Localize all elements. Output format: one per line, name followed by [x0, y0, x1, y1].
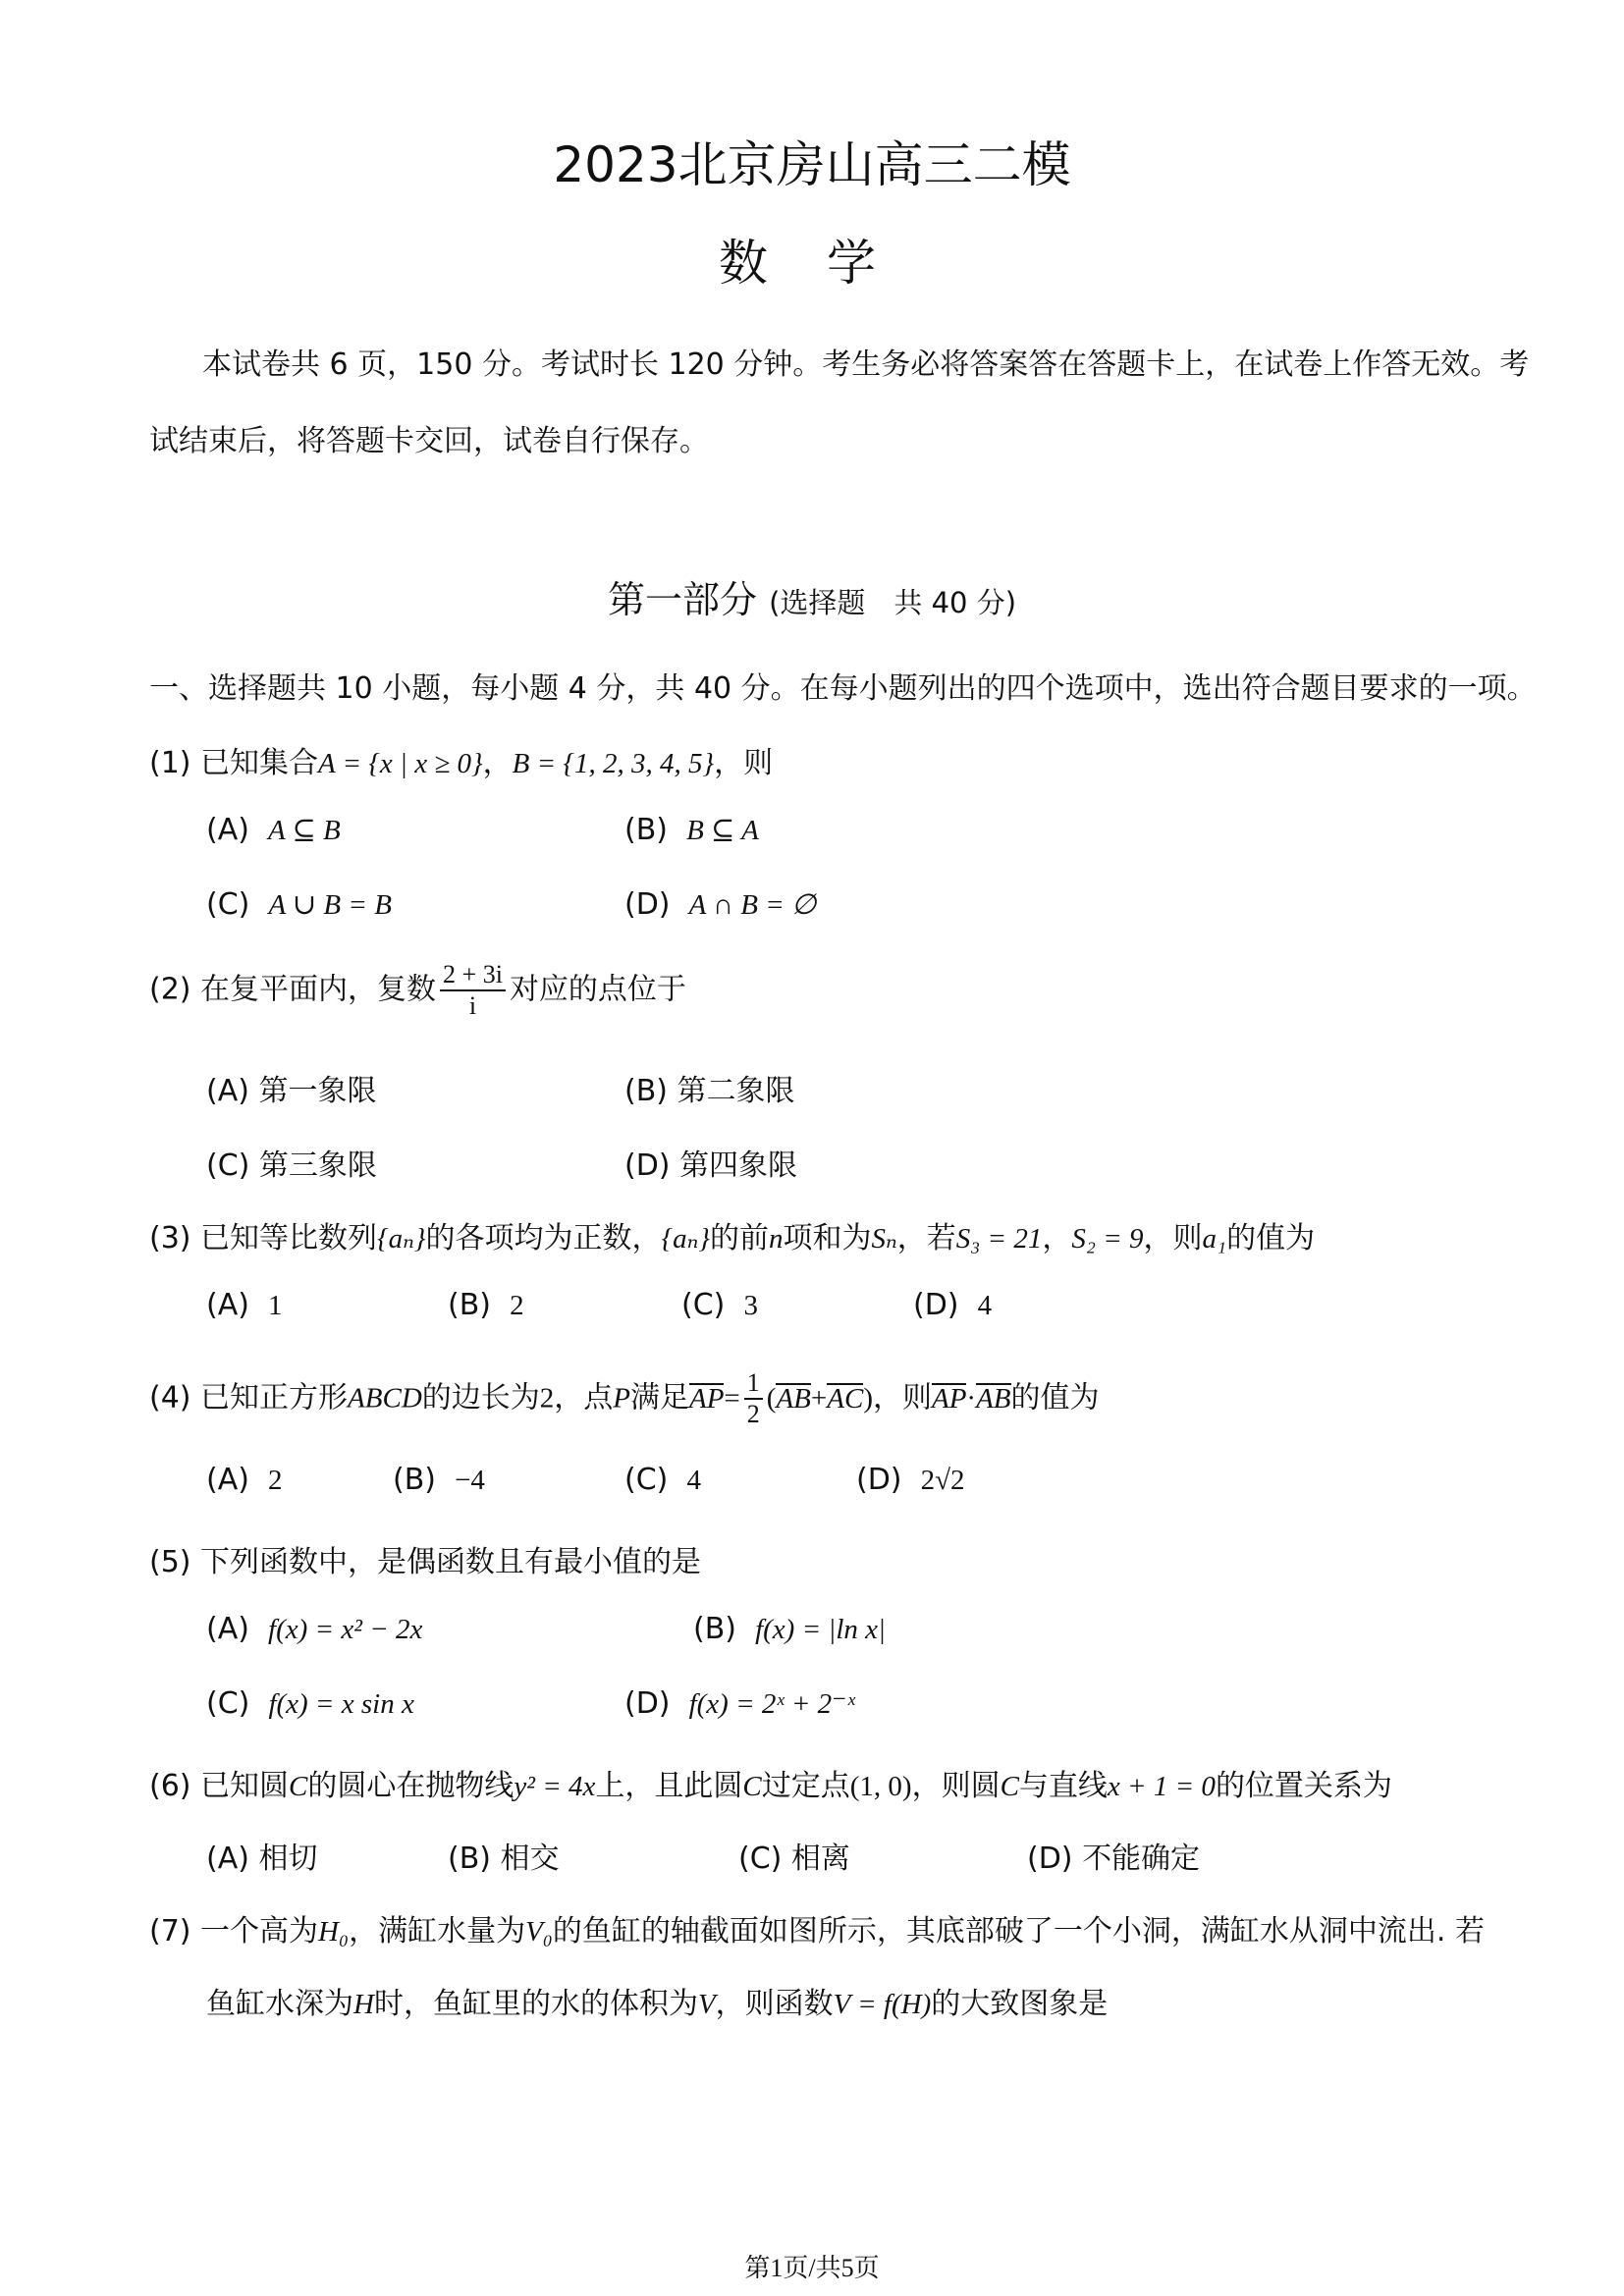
math-expression: 2	[539, 1382, 555, 1415]
question-text: ，则	[1143, 1221, 1203, 1255]
question-text: 的位置关系为	[1215, 1769, 1392, 1803]
question-text: ，满缸水量为	[349, 1914, 526, 1949]
option-6c	[738, 1834, 850, 1877]
part-title: 第一部分	[607, 578, 757, 621]
math-expression: y² = 4x	[514, 1771, 596, 1802]
option-5c	[206, 1686, 414, 1721]
option-label: (A)	[206, 1612, 249, 1646]
option-text: f(x) = x sin x	[268, 1688, 414, 1720]
option-label: (B)	[693, 1612, 736, 1646]
question-number: (3)	[149, 1221, 191, 1255]
option-3a	[206, 1288, 283, 1322]
question-text: 时，鱼缸里的水的体积为	[373, 1987, 698, 2021]
option-3b	[448, 1288, 524, 1322]
math-expression: S₂ = 9	[1071, 1223, 1144, 1255]
option-6b	[448, 1834, 560, 1877]
option-label: (D)	[624, 1686, 671, 1721]
option-text: f(x) = 2ˣ + 2⁻ˣ	[688, 1688, 855, 1720]
option-text: 相离	[790, 1842, 850, 1876]
math-expression: V	[697, 1989, 716, 2020]
math-expression: {aₙ}	[661, 1223, 710, 1255]
math-expression: x + 1 = 0	[1107, 1771, 1216, 1802]
question-text: 项和为	[783, 1221, 872, 1255]
fraction-denominator: 2	[746, 1400, 760, 1428]
question-5	[149, 1537, 701, 1580]
intro-line-1: 本试卷共 6 页，150 分。考试时长 120 分钟。考生务必将答案答在答题卡上，在试卷上作答无效。考	[202, 347, 1530, 382]
vector-ab: AB	[976, 1382, 1011, 1415]
question-text: 的大致图象是	[931, 1987, 1109, 2021]
math-expression: a₁	[1202, 1223, 1227, 1255]
option-text: 相交	[500, 1842, 560, 1876]
question-text: 的鱼缸的轴截面如图所示，其底部破了一个小洞，满缸水从洞中流出. 若	[552, 1914, 1485, 1949]
option-text: A ∩ B = ∅	[688, 889, 817, 921]
option-label: (B)	[393, 1463, 436, 1497]
option-label: (B)	[448, 1842, 491, 1876]
math-expression: P	[613, 1382, 630, 1415]
option-label: (C)	[738, 1842, 783, 1876]
option-text: 3	[743, 1290, 758, 1321]
math-expression: n	[768, 1223, 784, 1255]
option-1b	[624, 813, 759, 847]
page-footer: 第1页/共5页	[744, 2254, 880, 2282]
option-text: B ⊆ A	[686, 815, 759, 846]
question-7-line-2	[206, 1979, 1108, 2022]
question-number: (2)	[149, 972, 191, 1007]
option-text: −4	[455, 1465, 485, 1496]
question-text: 的值为	[1226, 1221, 1316, 1255]
fraction-denominator: i	[468, 991, 477, 1020]
question-number: (1)	[149, 746, 191, 780]
intro-line-2: 试结束后，将答题卡交回，试卷自行保存。	[149, 424, 709, 458]
option-label: (C)	[681, 1288, 726, 1322]
option-text: f(x) = x² − 2x	[268, 1614, 423, 1645]
question-text: 鱼缸水深为	[206, 1987, 353, 2021]
question-text: ，则	[872, 1380, 932, 1415]
question-text: 已知正方形	[200, 1380, 349, 1415]
option-text: 第二象限	[677, 1074, 795, 1108]
question-number: (6)	[149, 1769, 191, 1803]
math-expression: ABCD	[348, 1382, 422, 1415]
question-text: 的各项均为正数，	[425, 1221, 662, 1255]
math-expression: C	[1000, 1771, 1019, 1802]
option-2b	[624, 1066, 795, 1109]
question-text: 的边长为	[421, 1380, 540, 1415]
fraction-numerator: 2 + 3i	[440, 960, 506, 991]
question-text: ，	[1042, 1221, 1072, 1255]
question-text: ，则圆	[911, 1769, 1001, 1803]
question-text: 已知圆	[200, 1769, 290, 1803]
math-operator: )	[863, 1382, 873, 1415]
option-label: (A)	[206, 813, 249, 847]
question-text: ，点	[554, 1380, 614, 1415]
question-text: 的前	[709, 1221, 769, 1255]
math-operator: (	[766, 1382, 777, 1415]
question-text: ，则	[714, 746, 774, 780]
option-label: (D)	[1027, 1842, 1073, 1876]
subject-title: 数学	[719, 235, 935, 292]
math-expression: H	[353, 1989, 374, 2020]
option-text: 4	[686, 1465, 701, 1496]
option-text: 2	[510, 1290, 524, 1321]
question-text: 已知集合	[200, 746, 319, 780]
option-2d	[624, 1141, 797, 1184]
option-2a	[206, 1066, 376, 1109]
option-1d	[624, 887, 816, 922]
option-text: 第四象限	[679, 1148, 798, 1183]
page-title: 2023北京房山高三二模	[553, 136, 1071, 193]
option-label: (A)	[206, 1288, 249, 1322]
option-5a	[206, 1612, 422, 1646]
question-number: (7)	[149, 1914, 191, 1949]
question-text: 一个高为	[200, 1914, 319, 1949]
part-note: (选择题 共 40 分)	[769, 586, 1017, 619]
option-3c	[681, 1288, 758, 1322]
option-4c	[624, 1463, 701, 1497]
vector-ac: AC	[827, 1382, 864, 1415]
section-instruction: 一、选择题共 10 小题，每小题 4 分，共 40 分。在每小题列出的四个选项中，选出符合题目要求的一项。	[149, 671, 1537, 706]
option-3d	[913, 1288, 992, 1322]
option-text: 2√2	[920, 1465, 965, 1496]
option-text: 2	[268, 1465, 283, 1496]
option-2c	[206, 1141, 377, 1184]
question-text: 的圆心在抛物线	[307, 1769, 514, 1803]
fraction	[440, 960, 506, 1021]
option-label: (C)	[624, 1463, 669, 1497]
option-label: (D)	[624, 1148, 671, 1183]
math-expression: A = {x | x ≥ 0}	[318, 748, 483, 779]
part-heading	[0, 569, 1624, 623]
question-text: 过定点	[761, 1769, 850, 1803]
option-5d	[624, 1686, 855, 1721]
option-label: (D)	[856, 1463, 902, 1497]
option-label: (B)	[624, 813, 668, 847]
question-text: 下列函数中，是偶函数且有最小值的是	[200, 1545, 702, 1579]
option-1c	[206, 887, 392, 922]
question-3	[149, 1213, 1315, 1256]
option-4d	[856, 1463, 965, 1497]
option-label: (C)	[206, 1148, 250, 1183]
math-expression: H₀	[318, 1916, 350, 1948]
question-text: 上，且此圆	[595, 1769, 743, 1803]
option-4a	[206, 1463, 283, 1497]
question-text: 在复平面内，复数	[200, 972, 437, 1007]
question-number: (4)	[149, 1380, 191, 1415]
math-expression: V₀	[525, 1916, 553, 1948]
question-text: 的值为	[1010, 1380, 1100, 1415]
question-text: ，若	[896, 1221, 956, 1255]
option-1a	[206, 813, 341, 847]
option-5b	[693, 1612, 886, 1646]
fraction-numerator: 1	[744, 1368, 763, 1400]
math-operator: +	[810, 1382, 828, 1415]
math-expression: (1, 0)	[849, 1771, 912, 1802]
fraction	[744, 1368, 763, 1429]
math-expression: {aₙ}	[377, 1223, 426, 1255]
question-2	[149, 960, 686, 1021]
math-expression: C	[289, 1771, 308, 1802]
question-text: 已知等比数列	[200, 1221, 378, 1255]
option-text: 4	[977, 1290, 993, 1321]
option-label: (C)	[206, 887, 250, 922]
question-text: 与直线	[1018, 1769, 1108, 1803]
option-text: A ⊆ B	[268, 815, 341, 846]
option-label: (A)	[206, 1463, 249, 1497]
option-label: (D)	[913, 1288, 959, 1322]
question-text: ，	[482, 746, 513, 780]
option-text: 第三象限	[258, 1148, 377, 1183]
option-label: (A)	[206, 1842, 249, 1876]
vector-ap: AP	[931, 1382, 967, 1415]
math-expression: B = {1, 2, 3, 4, 5}	[512, 748, 715, 779]
option-4b	[393, 1463, 485, 1497]
option-label: (B)	[624, 1074, 668, 1108]
option-label: (D)	[624, 887, 671, 922]
math-expression: V = f(H)	[833, 1989, 932, 2020]
question-text: 满足	[629, 1380, 689, 1415]
math-expression: C	[742, 1771, 762, 1802]
question-6	[149, 1761, 1392, 1804]
option-text: 不能确定	[1082, 1842, 1201, 1876]
option-text: f(x) = |ln x|	[755, 1614, 887, 1645]
vector-ab: AB	[776, 1382, 811, 1415]
option-6d	[1027, 1834, 1200, 1877]
option-text: 第一象限	[258, 1074, 377, 1108]
question-number: (5)	[149, 1545, 191, 1579]
math-operator: ·	[966, 1382, 977, 1415]
option-label: (A)	[206, 1074, 249, 1108]
option-label: (C)	[206, 1686, 250, 1721]
question-4	[149, 1368, 1100, 1429]
question-text: ，则函数	[715, 1987, 834, 2021]
option-label: (B)	[448, 1288, 491, 1322]
question-7	[149, 1906, 1485, 1949]
question-1	[149, 738, 773, 781]
vector-ap: AP	[688, 1382, 725, 1415]
math-expression: Sₙ	[871, 1223, 897, 1255]
math-operator: =	[724, 1382, 740, 1415]
option-6a	[206, 1834, 317, 1877]
option-text: 相切	[258, 1842, 318, 1876]
option-text: A ∪ B = B	[268, 889, 392, 921]
math-expression: S₃ = 21	[955, 1223, 1043, 1255]
option-text: 1	[268, 1290, 283, 1321]
question-text: 对应的点位于	[509, 972, 686, 1007]
